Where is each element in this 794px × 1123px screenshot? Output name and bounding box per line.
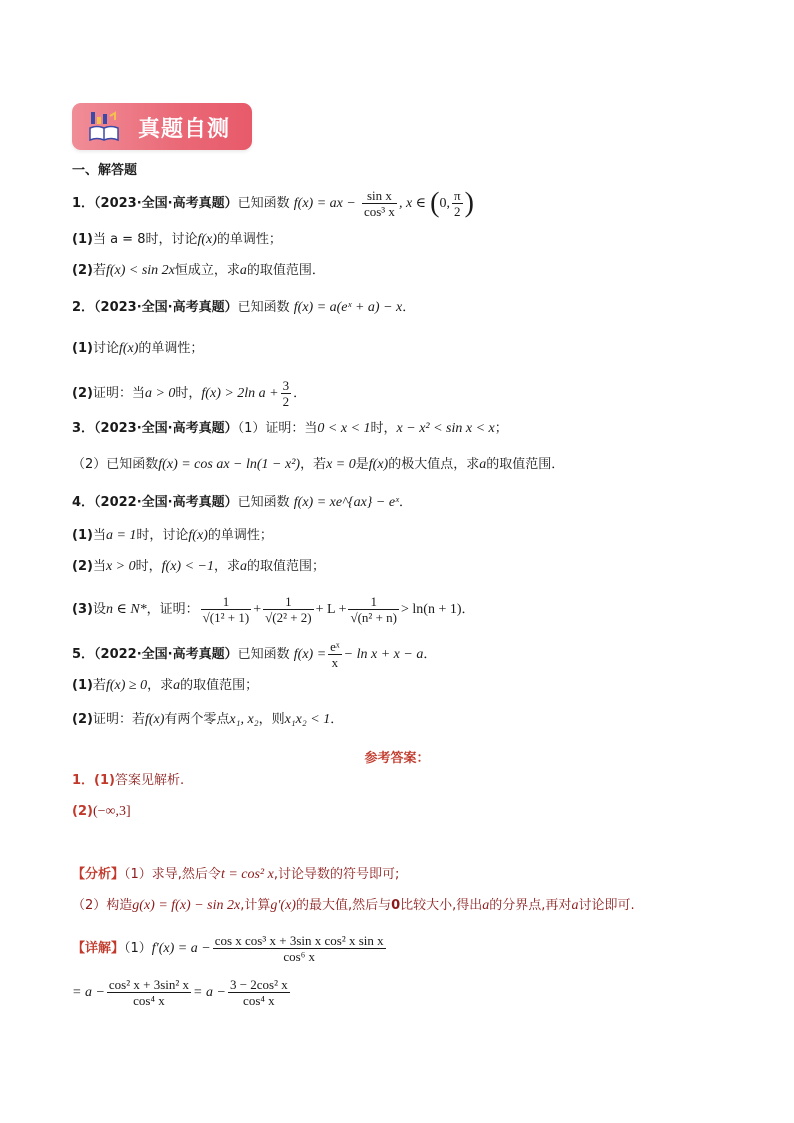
part-label: （2） <box>72 457 107 472</box>
problem-source: （2022·全国·高考真题） <box>94 495 238 510</box>
analysis-label: 【分析】 <box>72 867 125 882</box>
math-variable: a <box>239 559 247 574</box>
fraction-numerator: 1 <box>348 594 399 610</box>
problem-source: （2023·全国·高考真题） <box>94 300 238 315</box>
math-expression: f(x) = a(eˣ + a) − x <box>293 300 403 315</box>
math-expression: + L + <box>315 602 347 617</box>
math-expression: x = 0 <box>326 457 356 472</box>
math-variable: a <box>239 263 247 278</box>
part-label: (2) <box>72 559 93 574</box>
part-text: 若 <box>92 263 106 278</box>
part-label: (2) <box>72 804 93 819</box>
problem-source: （2023·全国·高考真题） <box>94 196 238 211</box>
problem-2 <box>72 299 415 317</box>
problem-number: 4． <box>72 495 95 510</box>
math-variable: a <box>571 898 579 913</box>
fraction-denominator: 2 <box>282 394 290 409</box>
part-text: ，若 <box>300 457 327 472</box>
analysis-text: 比较大小,得出 <box>400 898 483 913</box>
fraction-denominator: cos⁴ x <box>243 993 275 1008</box>
math-expression: t = cos² x <box>220 867 274 882</box>
analysis-text: 讨论即可. <box>578 898 635 913</box>
problem-1-part-1 <box>72 231 282 249</box>
math-expression: n ∈ N* <box>105 602 147 617</box>
problem-5 <box>72 639 436 670</box>
detail-label: 【详解】 <box>72 941 125 956</box>
part-text: 已知函数 <box>106 457 159 472</box>
part-label: （1） <box>124 941 152 956</box>
math-expression: f(x) = cos ax − ln(1 − x²) <box>158 457 301 472</box>
math-expression: f(x) < −1 <box>161 559 214 574</box>
part-text: 恒成立，求 <box>174 263 240 278</box>
part-text: 若 <box>92 678 106 693</box>
part-text: ，则 <box>258 712 285 727</box>
fraction <box>348 594 399 625</box>
part-label: (3) <box>72 602 93 617</box>
math-expression: = a − <box>193 985 226 1000</box>
math-expression: > ln(n + 1) <box>401 602 462 617</box>
banner-title: 真题自测 <box>138 117 231 142</box>
answer-number: 1． <box>72 773 95 788</box>
part-text: 的单调性； <box>216 232 282 247</box>
math-expression: f′(x) = a − <box>151 941 211 956</box>
part-text: ，求 <box>213 559 240 574</box>
analysis-text: 的最大值,然后与 <box>295 898 392 913</box>
part-text: 的取值范围； <box>246 559 325 574</box>
problem-4-part-3: (3)设n ∈ N*，证明： $\frac{1}{\text{√(1² + 1)}}$ + $\frac{1}{\text{√(2² + 2)}}$ + L + $\frac{1}{\text{√(n² + n)}}$ > ln(n + 1)． <box>72 594 475 625</box>
part-text: 时， <box>135 559 162 574</box>
math-expression: , x ∈ <box>398 196 427 211</box>
problem-1-part-2 <box>72 262 325 280</box>
part-label: (2) <box>72 712 93 727</box>
fraction-denominator: √(2² + 2) <box>265 610 312 625</box>
part-text: 证明：若 <box>92 712 145 727</box>
answers-title: 参考答案： <box>364 751 430 766</box>
book-chart-icon <box>88 110 120 142</box>
analysis-text: 构造 <box>106 898 133 913</box>
part-text: ，求 <box>147 678 174 693</box>
part-label: (2) <box>72 386 93 401</box>
fraction-denominator: cos⁶ x <box>283 949 315 964</box>
part-label: (2) <box>72 263 93 278</box>
analysis-line-2 <box>72 897 635 915</box>
math-expression: f(x) <box>197 232 217 247</box>
problem-5-part-2 <box>72 711 343 729</box>
part-label: (1) <box>72 678 93 693</box>
part-label: (1) <box>72 232 93 247</box>
math-expression: − ln x + x − a <box>343 647 424 662</box>
answer-1-part-1 <box>72 772 184 790</box>
fraction-numerator: 3 − 2cos² x <box>229 977 288 992</box>
math-expression: f(x) < sin 2x <box>105 263 175 278</box>
part-text: 当 a = 8时，讨论 <box>92 232 198 247</box>
part-text: 的单调性； <box>207 528 273 543</box>
problem-source: （2023·全国·高考真题） <box>94 421 238 436</box>
fraction <box>228 977 290 1008</box>
analysis-text: ,计算 <box>240 898 271 913</box>
fraction-numerator: 3 <box>282 378 290 393</box>
math-expression: f(x) ≥ 0 <box>105 678 148 693</box>
problem-4 <box>72 494 412 512</box>
fraction <box>201 594 252 625</box>
analysis-text: ,讨论导数的符号即可; <box>273 867 400 882</box>
math-expression: x₁, x₂ <box>229 712 259 727</box>
fraction <box>213 933 386 964</box>
part-text: ． <box>402 300 416 315</box>
math-expression: f(x) = <box>293 647 327 662</box>
math-expression: x − x² < sin x < x <box>396 421 495 436</box>
problem-3-part-2 <box>72 456 564 474</box>
part-text: 的取值范围． <box>486 457 565 472</box>
fraction-numerator: 1 <box>263 594 314 610</box>
problem-4-part-1 <box>72 527 273 545</box>
math-variable: a <box>482 898 490 913</box>
fraction-denominator: cos³ x <box>363 204 395 219</box>
math-expression: f(x) <box>188 528 208 543</box>
math-expression: a > 0 <box>144 386 176 401</box>
math-expression: 0 <box>391 898 401 913</box>
fraction-numerator: eˣ <box>330 639 340 654</box>
part-text: 时，讨论 <box>136 528 189 543</box>
part-text: 当 <box>92 528 106 543</box>
math-expression: x > 0 <box>105 559 136 574</box>
fraction-numerator: sin x <box>362 188 397 204</box>
math-expression: 0, <box>439 196 450 211</box>
part-text: 的单调性； <box>138 341 204 356</box>
answer-text: (−∞,3] <box>92 804 131 819</box>
problem-number: 1． <box>72 196 95 211</box>
fraction <box>281 378 292 409</box>
fraction-numerator: cos x cos³ x + 3sin x cos² x sin x <box>214 933 384 948</box>
part-text: 时， <box>175 386 202 401</box>
part-label: (1) <box>72 528 93 543</box>
fraction-denominator: √(n² + n) <box>350 610 397 625</box>
part-text: 当 <box>92 559 106 574</box>
fraction <box>362 188 397 219</box>
detail-line-2 <box>72 977 292 1008</box>
analysis-text: 的分界点,再对 <box>489 898 572 913</box>
fraction <box>263 594 314 625</box>
part-label: （1） <box>124 867 152 882</box>
part-text: 证明：当 <box>92 386 145 401</box>
problem-3 <box>72 420 508 438</box>
part-text: ． <box>330 712 344 727</box>
math-expression: = a − <box>72 985 105 1000</box>
part-text: 设 <box>92 602 106 617</box>
part-text: ． <box>423 647 437 662</box>
problem-number: 2． <box>72 300 95 315</box>
math-expression: f(x) > 2ln a + <box>201 386 279 401</box>
math-expression: f(x) <box>118 341 139 356</box>
part-label: （1） <box>237 421 266 436</box>
part-text: ，证明： <box>146 602 199 617</box>
part-text: 时， <box>370 421 397 436</box>
part-text: 证明：当 <box>265 421 318 436</box>
problem-2-part-1 <box>72 340 203 358</box>
analysis-text: 求导,然后令 <box>151 867 221 882</box>
part-text: ； <box>494 421 508 436</box>
answer-1-part-2 <box>72 803 131 821</box>
math-variable: a <box>479 457 487 472</box>
part-text: 的取值范围； <box>180 678 259 693</box>
math-expression: f(x) <box>368 457 389 472</box>
problem-intro: 已知函数 <box>237 300 290 315</box>
problem-number: 3． <box>72 421 95 436</box>
problem-1: 1．（2023·全国·高考真题）已知函数 f(x) = ax − $\frac{\text{sin x}}{\text{cos³ x}}$ , x ∈ (0, $\frac{\pi}{2}$ ) <box>72 187 474 219</box>
fraction <box>452 188 463 219</box>
math-expression: g′(x) <box>270 898 296 913</box>
section-heading: 一、解答题 <box>72 163 138 178</box>
problem-intro: 已知函数 <box>237 647 290 662</box>
fraction-denominator: 2 <box>454 204 461 219</box>
analysis-line-1 <box>72 866 399 884</box>
math-expression: 0 < x < 1 <box>317 421 371 436</box>
math-expression: f(x) = ax − <box>293 196 356 211</box>
part-text: ． <box>399 495 413 510</box>
problem-source: （2022·全国·高考真题） <box>94 647 238 662</box>
part-text: ． <box>293 386 307 401</box>
fraction-numerator: 1 <box>201 594 252 610</box>
math-expression: a = 1 <box>105 528 137 543</box>
part-label: (1) <box>72 341 93 356</box>
part-text: 的极大值点，求 <box>388 457 480 472</box>
part-text: 讨论 <box>92 341 119 356</box>
part-text: 的取值范围． <box>246 263 325 278</box>
fraction <box>328 639 342 670</box>
fraction <box>107 977 191 1008</box>
detail-line-1 <box>72 933 388 964</box>
fraction-denominator: x <box>331 655 339 670</box>
math-expression: f(x) <box>144 712 165 727</box>
part-text: 有两个零点 <box>164 712 230 727</box>
part-label: （2） <box>72 898 107 913</box>
part-label: (1) <box>94 773 115 788</box>
problem-4-part-2 <box>72 558 325 576</box>
section-banner <box>72 103 252 150</box>
math-expression: f(x) = xe^{ax} − eˣ <box>293 495 399 510</box>
math-expression: g(x) = f(x) − sin 2x <box>132 898 241 913</box>
math-variable: a <box>173 678 181 693</box>
problem-intro: 已知函数 <box>237 495 290 510</box>
part-text: ． <box>461 602 475 617</box>
fraction-denominator: cos⁴ x <box>133 993 165 1008</box>
part-text: 是 <box>355 457 369 472</box>
fraction-denominator: √(1² + 1) <box>202 610 250 625</box>
problem-2-part-2 <box>72 378 306 409</box>
problem-intro: 已知函数 <box>237 196 290 211</box>
math-expression: x₁x₂ < 1 <box>284 712 331 727</box>
fraction-numerator: π <box>453 188 461 203</box>
answer-text: 答案见解析. <box>114 773 185 788</box>
fraction-numerator: cos² x + 3sin² x <box>108 977 190 992</box>
problem-5-part-1 <box>72 677 258 695</box>
problem-number: 5． <box>72 647 95 662</box>
